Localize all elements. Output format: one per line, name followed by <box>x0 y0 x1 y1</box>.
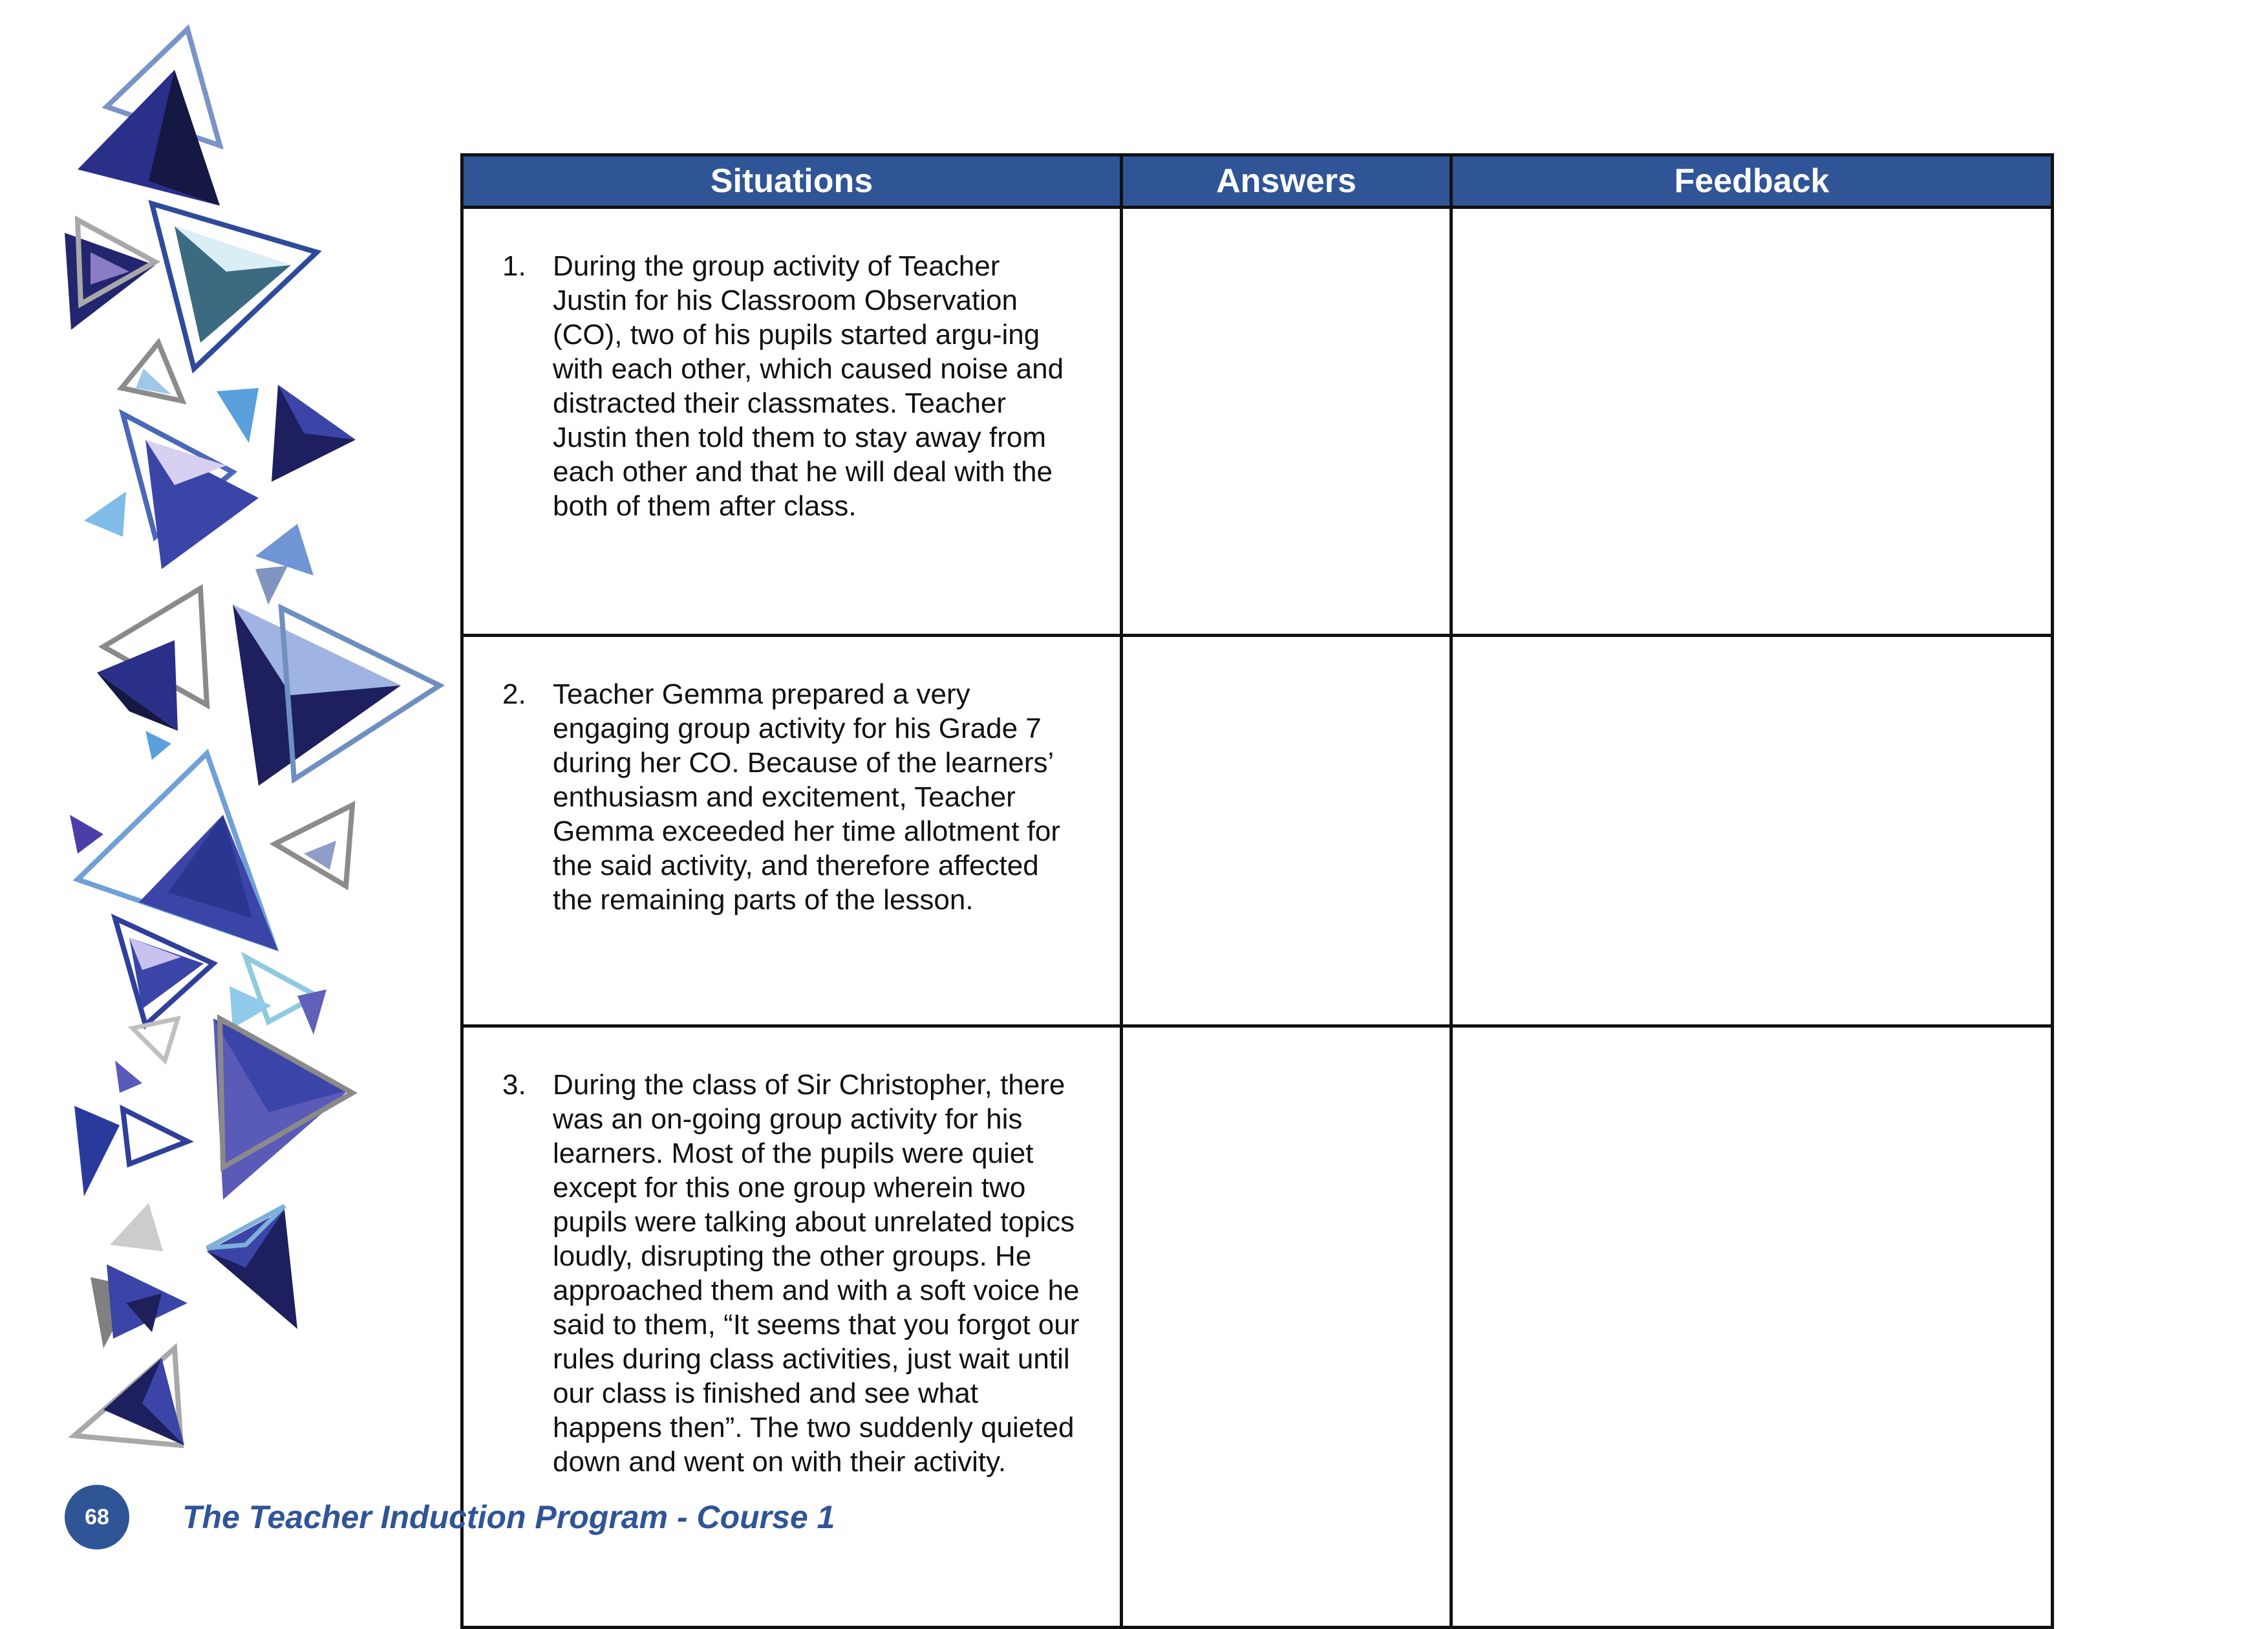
situation-text: Teacher Gemma prepared a very engaging group activity for his Grade 7 during her CO. Because of the learners’ enthusiasm and excitement, Teacher Gemma exceeded her time allotment for the said activity, and therefore affected the remaining parts of the lesson. <box>553 678 1061 916</box>
answer-cell[interactable] <box>1122 1026 1451 1628</box>
feedback-cell[interactable] <box>1451 636 2053 1026</box>
situation-number: 3. <box>502 1069 526 1101</box>
page-number-badge: 68 <box>65 1485 129 1549</box>
answer-cell[interactable] <box>1122 636 1451 1026</box>
situations-table <box>460 153 2054 1629</box>
table-header-row <box>462 155 2053 208</box>
situation-number: 2. <box>502 678 526 710</box>
footer-title: The Teacher Induction Program - Course 1 <box>182 1499 835 1535</box>
situation-number: 1. <box>502 250 526 282</box>
table-row <box>462 636 2053 1026</box>
situation-item <box>502 1068 1081 1479</box>
header-feedback: Feedback <box>1451 155 2053 208</box>
situation-text: During the class of Sir Christopher, there was an on-going group activity for his learners. Most of the pupils were quiet except for this one group wherein two pupils were talking about unrelated topics loudly, disrupting the other groups. He approached them and with a soft voice he said to them, “It seems that you forgot our rules during class activities, just wait until our class is finished and see what happens then”. The two suddenly quieted down and went on with their activity. <box>553 1069 1080 1478</box>
answer-cell[interactable] <box>1122 208 1451 636</box>
situation-item <box>502 677 1081 917</box>
header-situations: Situations <box>462 155 1122 208</box>
page-footer <box>65 1485 835 1549</box>
feedback-cell[interactable] <box>1451 208 2053 636</box>
header-answers: Answers <box>1122 155 1451 208</box>
situation-item <box>502 249 1081 523</box>
table-row <box>462 208 2053 636</box>
situation-text: During the group activity of Teacher Justin for his Classroom Observation (CO), two of his pupils started argu-ing with each other, which caused noise and distracted their classmates. Teacher Justin then told them to stay away from each other and that he will deal with the both of them after class. <box>553 250 1064 522</box>
geometric-triangles-icon <box>65 29 440 1445</box>
situation-cell <box>462 636 1122 1026</box>
situation-cell <box>462 208 1122 636</box>
feedback-cell[interactable] <box>1451 1026 2053 1628</box>
decorative-triangles <box>0 0 465 1487</box>
